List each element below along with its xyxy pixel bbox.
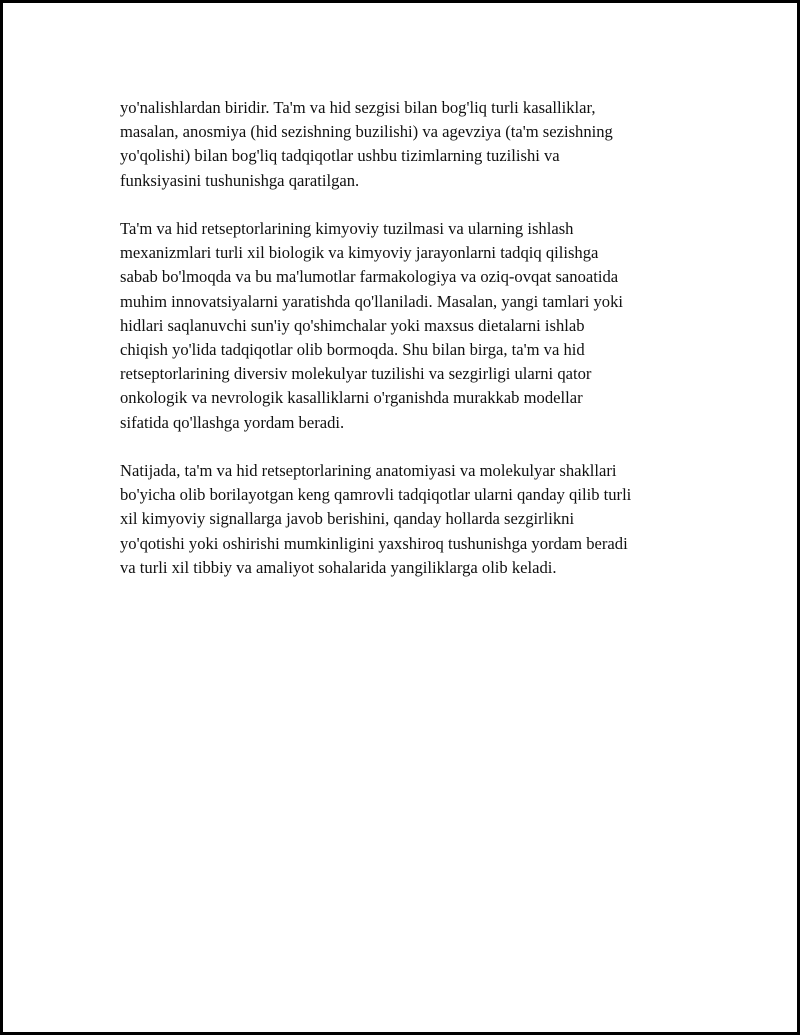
text-line: bo'yicha olib borilayotgan keng qamrovli tadqiqotlar ularni qanday qilib turli — [120, 485, 632, 505]
text-line: chiqish yo'lida tadqiqotlar olib bormoqda. Shu bilan birga, ta'm va hid — [120, 340, 585, 360]
text-line: Ta'm va hid retseptorlarining kimyoviy tuzilmasi va ularning ishlash — [120, 219, 574, 238]
document-body — [120, 96, 700, 580]
paragraph-spacer — [120, 193, 700, 217]
text-line: yo'qotishi yoki oshirishi mumkinligini yaxshiroq tushunishga yordam beradi — [120, 533, 628, 553]
text-line: hidlari saqlanuvchi sun'iy qo'shimchalar yoki maxsus dietalarni ishlab — [120, 315, 585, 335]
text-line: muhim innovatsiyalarni yaratishda qo'llaniladi. Masalan, yangi tamlari yoki — [120, 291, 623, 311]
text-line: yo'qolishi) bilan bog'liq tadqiqotlar ushbu tizimlarning tuzilishi va — [120, 146, 560, 166]
text-line: mexanizmlari turli xil biologik va kimyoviy jarayonlarni tadqiq qilishga — [120, 243, 599, 263]
paragraph-2 — [120, 217, 700, 435]
text-line: sabab bo'lmoqda va bu ma'lumotlar farmakologiya va oziq-ovqat sanoatida — [120, 267, 619, 287]
text-line: retseptorlarining diversiv molekulyar tuzilishi va sezgirligi ularni qator — [120, 364, 592, 384]
text-line: va turli xil tibbiy va amaliyot sohalarida yangiliklarga olib keladi. — [120, 557, 557, 577]
text-line: yo'nalishlardan biridir. Ta'm va hid sezgisi bilan bog'liq turli kasalliklar, — [120, 98, 596, 117]
paragraph-1 — [120, 96, 700, 193]
text-line: masalan, anosmiya (hid sezishning buzilishi) va agevziya (ta'm sezishning — [120, 122, 613, 142]
text-line: sifatida qo'llashga yordam beradi. — [120, 412, 345, 432]
text-line: funksiyasini tushunishga qaratilgan. — [120, 170, 360, 190]
text-line: onkologik va nevrologik kasalliklarni o'rganishda murakkab modellar — [120, 388, 583, 408]
text-line: xil kimyoviy signallarga javob berishini, qanday hollarda sezgirlikni — [120, 509, 575, 529]
text-line: Natijada, ta'm va hid retseptorlarining anatomiyasi va molekulyar shakllari — [120, 461, 617, 481]
paragraph-3 — [120, 459, 700, 580]
paragraph-spacer — [120, 435, 700, 459]
